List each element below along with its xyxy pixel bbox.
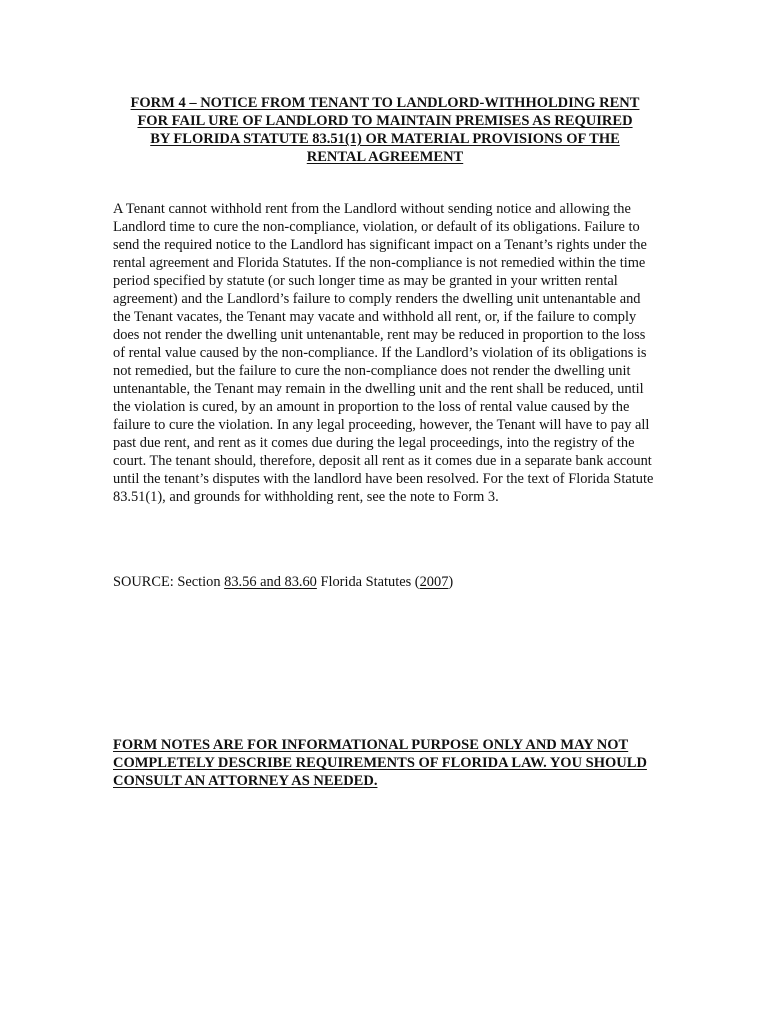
disclaimer-notice: FORM NOTES ARE FOR INFORMATIONAL PURPOSE ONLY AND MAY NOT COMPLETELY DESCRIBE REQUIREMENTS OF FLORIDA LAW. YOU SHOULD CONSULT AN ATTORNEY AS NEEDED.	[113, 737, 647, 789]
form-title-line-1: FORM 4 – NOTICE FROM TENANT TO LANDLORD-WITHHOLDING RENT	[130, 95, 640, 111]
form-title	[100, 94, 670, 166]
source-suffix: )	[448, 574, 454, 590]
source-citation	[113, 573, 453, 591]
body-paragraph: A Tenant cannot withhold rent from the Landlord without sending notice and allowing the Landlord time to cure the non-compliance, violation, or default of its obligations. Failure to send the required notice to the Landlord has significant impact on a Tenant’s rights under the rental agreement and Florida Statutes. If the non-compliance is not remedied within the time period specified by statute (or such longer time as may be granted in your written rental agreement) and the Landlord’s failure to comply renders the dwelling unit untenantable and the Tenant vacates, the Tenant may vacate and withhold all rent, or, if the failure to comply does not render the dwelling unit untenantable, rent may be reduced in proportion to the loss of rental value caused by the non-compliance. If the Landlord’s violation of its obligations is not remedied, but the failure to cure the non-compliance does not render the dwelling unit untenantable, the Tenant may remain in the dwelling unit and the rent shall be reduced, until the violation is cured, by an amount in proportion to the loss of rental value caused by the failure to cure the violation. In any legal proceeding, however, the Tenant will have to pay all past due rent, and rent as it comes due during the legal proceedings, into the registry of the court. The tenant should, therefore, deposit all rent as it comes due in a separate bank account until the tenant’s disputes with the landlord have been resolved. For the text of Florida Statute 83.51(1), and grounds for withholding rent, see the note to Form 3.	[113, 201, 654, 505]
form-title-line-2: FOR FAIL URE OF LANDLORD TO MAINTAIN PREMISES AS REQUIRED	[137, 113, 633, 129]
source-prefix: SOURCE: Section	[113, 574, 225, 590]
form-title-line-4: RENTAL AGREEMENT	[306, 149, 464, 165]
source-middle: Florida Statutes (	[316, 574, 420, 590]
source-year: 2007	[419, 574, 449, 590]
source-sections: 83.56 and 83.60	[224, 574, 317, 590]
form-title-line-3: BY FLORIDA STATUTE 83.51(1) OR MATERIAL PROVISIONS OF THE	[150, 131, 620, 147]
